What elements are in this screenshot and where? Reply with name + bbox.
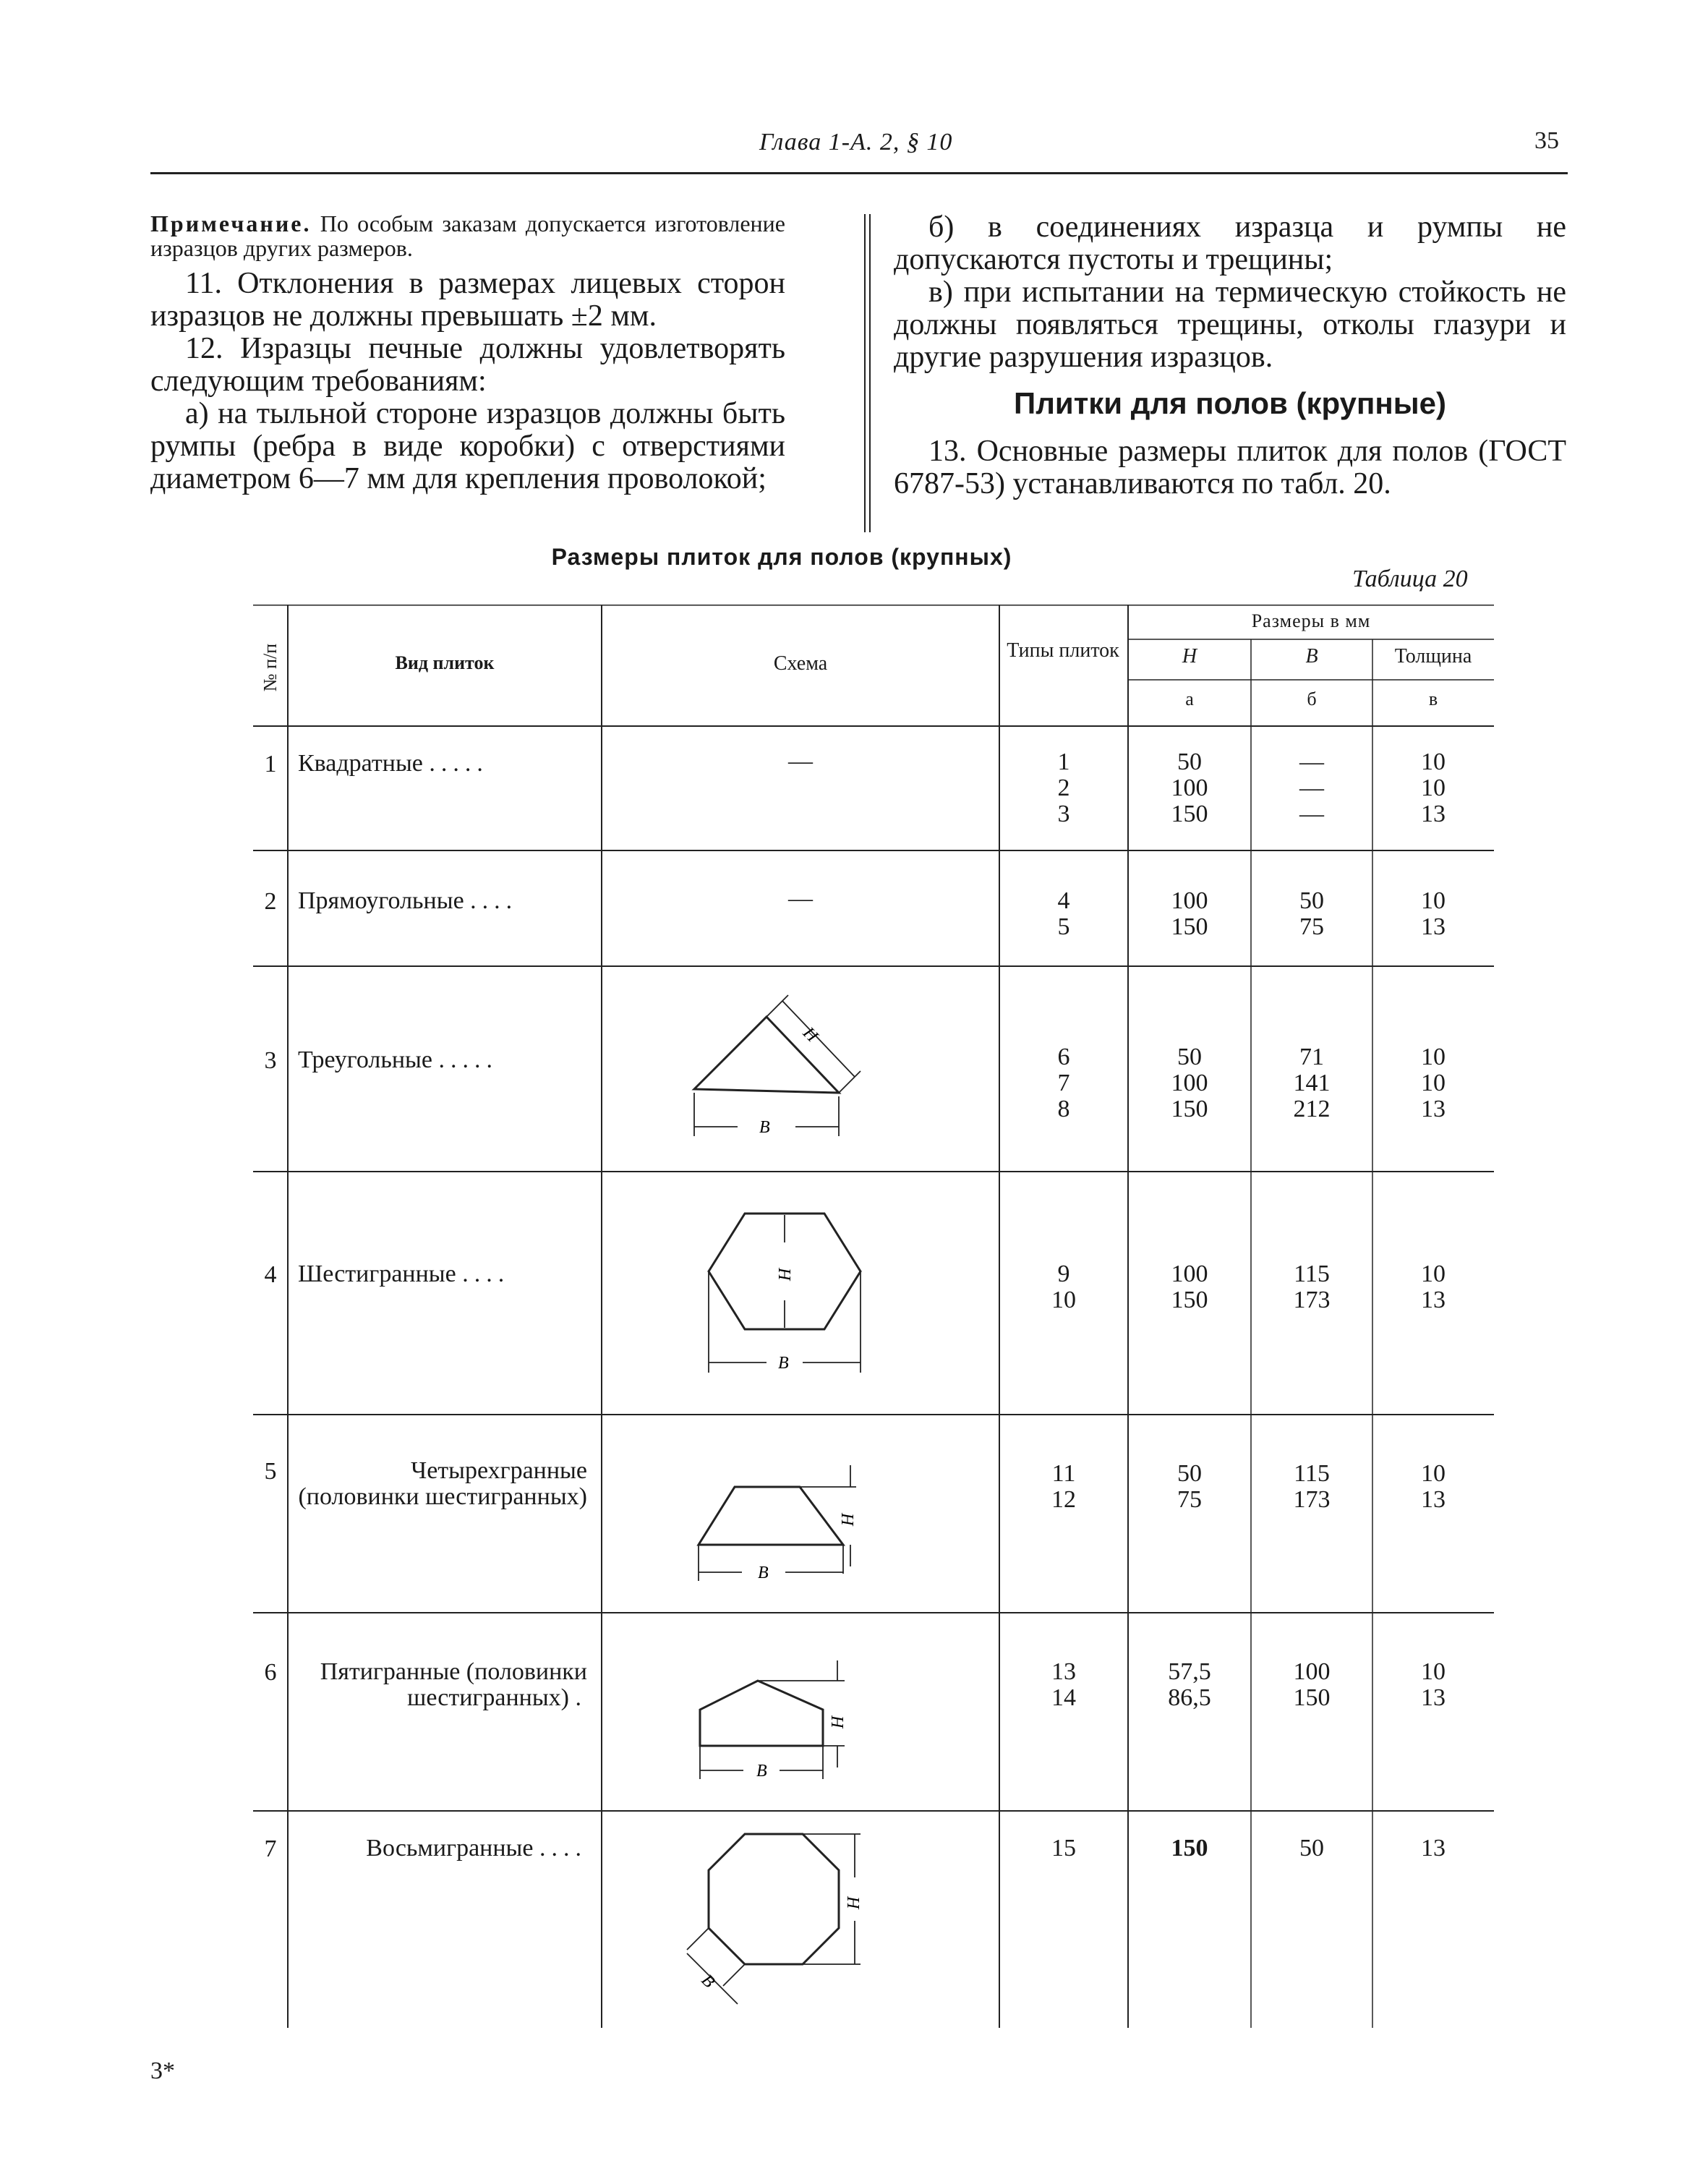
row-number: 4: [264, 1261, 277, 1288]
note-text: По особым заказам допускается изготовление изразцов других размеров.: [150, 210, 785, 261]
h-value: 50 75: [1177, 1460, 1202, 1513]
dim-h-label: H: [837, 1513, 856, 1526]
header-num: № п/п: [260, 643, 281, 692]
dim-h-label: H: [774, 1268, 793, 1281]
header-b: B: [1305, 645, 1318, 668]
triangle-diagram: [687, 995, 875, 1140]
column-divider: [864, 214, 871, 532]
row-number: 7: [264, 1835, 277, 1862]
types-value: 15: [1051, 1835, 1076, 1862]
thickness-value: 10 13: [1421, 1261, 1446, 1313]
b-value: 100 150: [1293, 1658, 1331, 1711]
dim-h-label: H: [827, 1715, 846, 1728]
leader-dots: .....: [429, 750, 489, 777]
header-thickness: Толщина: [1394, 645, 1472, 668]
right-column: [894, 211, 1566, 500]
pentagon-diagram: [693, 1652, 866, 1796]
types-value: 11 12: [1051, 1460, 1076, 1513]
dim-h-label: H: [843, 1896, 862, 1909]
tile-kind: Четырехгранные (половинки шестигранных): [298, 1457, 587, 1510]
tile-sizes-table: [253, 605, 1494, 2028]
b-value: 71 141 212: [1293, 1044, 1331, 1122]
table-caption: Размеры плиток для полов (крупных): [551, 544, 1012, 570]
header-sub-v: в: [1428, 688, 1438, 709]
types-value: 13 14: [1051, 1658, 1076, 1711]
dim-b-label: B: [756, 1762, 767, 1781]
tile-kind: Квадратные .....: [298, 750, 489, 777]
thickness-value: 13: [1421, 1835, 1446, 1862]
header-schema: Схема: [773, 652, 828, 675]
schema-dash: —: [788, 748, 813, 775]
note-paragraph: [150, 211, 785, 260]
h-value: 50 100 150: [1171, 749, 1208, 827]
trapezoid-diagram: [691, 1444, 865, 1588]
note-label: Примечание.: [150, 210, 312, 236]
tile-kind: Треугольные .....: [298, 1046, 498, 1073]
table-number: Таблица 20: [1352, 566, 1468, 592]
h-value: 57,5 86,5: [1168, 1658, 1211, 1711]
h-value: 100 150: [1171, 887, 1208, 940]
page-number: 35: [1534, 127, 1559, 154]
section-heading: Плитки для полов (крупные): [1014, 386, 1446, 420]
dim-b-label: B: [758, 1564, 769, 1582]
row-number: 2: [264, 888, 277, 915]
thickness-value: 10 13: [1421, 887, 1446, 940]
dim-b-label: B: [697, 1971, 719, 1992]
paragraph-13: 13. Основные размеры плиток для полов (ГОСТ 6787-53) устанавливаются по табл. 20.: [894, 435, 1566, 500]
row-number: 6: [264, 1659, 277, 1686]
tile-kind: Пятигранные (половинки шестигранных) .: [320, 1658, 587, 1711]
header-sizes: Размеры в мм: [1251, 610, 1371, 631]
schema-dash: —: [788, 885, 813, 912]
h-value: 100 150: [1171, 1261, 1208, 1313]
thickness-value: 10 10 13: [1421, 1044, 1446, 1122]
signature-mark: 3*: [150, 2058, 175, 2084]
b-value: 115 173: [1293, 1460, 1331, 1513]
row-number: 1: [264, 751, 277, 777]
thickness-value: 10 13: [1421, 1460, 1446, 1513]
types-value: 4 5: [1057, 887, 1070, 940]
header-h: H: [1182, 645, 1197, 668]
header-sub-a: а: [1185, 688, 1194, 709]
tile-kind: Прямоугольные ....: [298, 887, 518, 914]
header-kind: Вид плиток: [395, 652, 495, 673]
h-value: 150: [1171, 1835, 1208, 1862]
types-value: 6 7 8: [1057, 1044, 1070, 1122]
octagon-diagram: [687, 1827, 875, 2022]
b-value: 50: [1299, 1835, 1324, 1862]
header-types: Типы плиток: [1007, 639, 1119, 662]
leader-dots: ....: [539, 1835, 587, 1862]
dim-b-label: B: [759, 1118, 770, 1137]
b-value: — — —: [1299, 749, 1324, 827]
types-value: 1 2 3: [1057, 749, 1070, 827]
dim-h-label: H: [799, 1023, 821, 1046]
paragraph-12: 12. Изразцы печные должны удовлетворять следующим требованиям:: [150, 332, 785, 398]
tile-kind: Восьмигранные ....: [366, 1835, 587, 1862]
running-title: Глава 1-А. 2, § 10: [759, 129, 953, 155]
paragraph-12v: в) при испытании на термическую стойкость не должны появляться трещины, отколы глазури и другие разрушения изразцов.: [894, 276, 1566, 374]
leader-dots: .: [575, 1684, 587, 1711]
tile-kind: Шестигранные ....: [298, 1261, 511, 1287]
row-number: 5: [264, 1458, 277, 1485]
hexagon-diagram: [709, 1199, 882, 1387]
left-column: [150, 211, 785, 495]
header-sub-b: б: [1307, 688, 1317, 709]
paragraph-11: 11. Отклонения в размерах лицевых сторон изразцов не должны превышать ±2 мм.: [150, 267, 785, 333]
leader-dots: ....: [462, 1261, 511, 1287]
b-value: 115 173: [1293, 1261, 1331, 1313]
thickness-value: 10 13: [1421, 1658, 1446, 1711]
paragraph-12a: а) на тыльной стороне изразцов должны быть румпы (ребра в виде коробки) с отверстиями диаметром 6—7 мм для крепления проволокой;: [150, 397, 785, 495]
leader-dots: ....: [470, 887, 518, 914]
paragraph-12b: б) в соединениях изразца и румпы не допускаются пустоты и трещины;: [894, 210, 1566, 276]
types-value: 9 10: [1051, 1261, 1076, 1313]
b-value: 50 75: [1299, 887, 1324, 940]
h-value: 50 100 150: [1171, 1044, 1208, 1122]
leader-dots: .....: [438, 1046, 498, 1073]
row-number: 3: [264, 1047, 277, 1074]
thickness-value: 10 10 13: [1421, 749, 1446, 827]
header-rule: [150, 172, 1568, 174]
dim-b-label: B: [778, 1354, 789, 1373]
